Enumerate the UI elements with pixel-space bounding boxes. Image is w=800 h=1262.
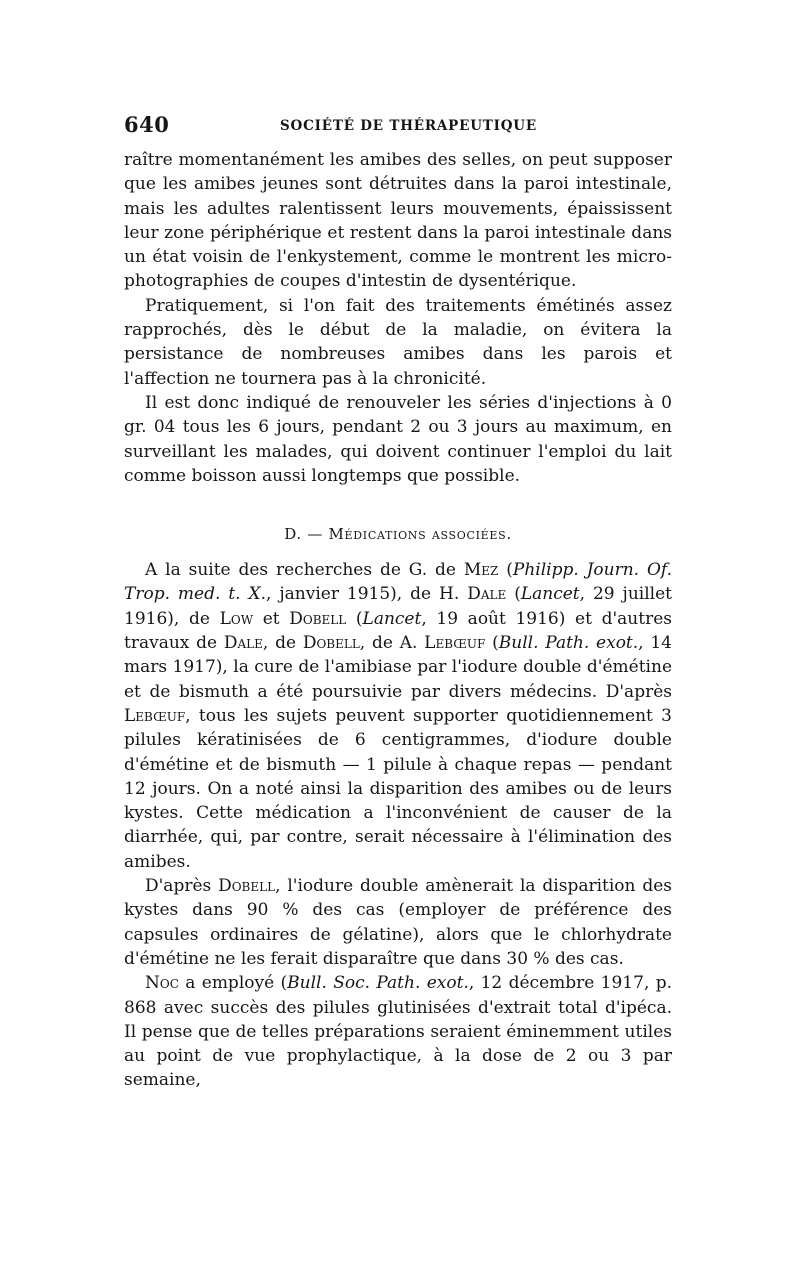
running-title: SOCIÉTÉ DE THÉRAPEUTIQUE bbox=[280, 118, 537, 134]
paragraph-noc: Noc a employé (Bull. Soc. Path. exot., 12 décembre 1917, p. 868 avec succès des pilules glutinisées d'extrait total d'ipéca. Il pense que de telles préparations seraient éminemment utiles au point de vue prophylactique, à la dose de 2 ou 3 par semaine, bbox=[124, 973, 672, 1091]
citation: Philipp. Journ. Of. Trop. med. t. X. bbox=[124, 560, 672, 605]
section-heading-title: Médications associées. bbox=[328, 525, 512, 544]
author-name: Dobell bbox=[302, 633, 360, 654]
paragraph-pratiquement: Pratiquement, si l'on fait des traitements émétinés assez rapprochés, dès le début de la maladie, on évitera la persistance de nombreuses amibes dans les parois et l'affection ne tournera pas à la chronicité. bbox=[124, 295, 672, 389]
paragraph-recherches: A la suite des recherches de G. de Mez (Philipp. Journ. Of. Trop. med. t. X., janvier 1915), de H. Dale (Lancet, 29 juillet 1916), de Low et Dobell (Lancet, 19 août 1916) et d'autres travaux de Dale, de Dobell, de A. Lebœuf (Bull. Path. exot., 14 mars 1917), la cure de l'amibiase par l'iodure double d'émétine et de bismuth a été poursuivie par divers médecins. D'après Lebœuf, tous les sujets peuvent supporter quotidiennement 3 pilules kératinisées de 6 centigrammes, d'iodure double d'émétine et de bismuth — 1 pilule à chaque repas — pendant 12 jours. On a noté ainsi la disparition des amibes ou de leurs kystes. Cette médication a l'inconvénient de causer de la diarrhée, qui, par contre, serait nécessaire à l'élimination des amibes. bbox=[124, 560, 672, 872]
paragraph-continued: raître momentanément les amibes des selles, on peut supposer que les amibes jeunes sont détruites dans la paroi intestinale, mais les adultes ralentissent leurs mouvements, épaississent leur zone périphérique et restent dans la paroi intestinale dans un état voisin de l'enkystement, comme le montrent les micro-photographies de coupes d'intestin de dysentérique. bbox=[124, 150, 672, 292]
author-name: Low bbox=[219, 608, 254, 629]
citation: Lancet bbox=[520, 584, 580, 605]
section-heading bbox=[124, 525, 672, 543]
author-name: Dale bbox=[467, 584, 507, 605]
author-name: Dobell bbox=[289, 608, 347, 629]
citation: Bull. Soc. Path. exot. bbox=[287, 973, 469, 994]
running-head bbox=[124, 112, 672, 140]
page-number: 640 bbox=[124, 112, 170, 137]
paragraph-injections: Il est donc indiqué de renouveler les séries d'injections à 0 gr. 04 tous les 6 jours, pendant 2 ou 3 jours au maximum, en surveillant les malades, qui doivent continuer l'emploi du lait comme boisson aussi longtemps que possible. bbox=[124, 392, 672, 486]
author-name: Noc bbox=[145, 973, 179, 994]
author-name: Dale bbox=[223, 633, 263, 654]
paragraph-dobell: D'après Dobell, l'iodure double amènerait la disparition des kystes dans 90 % des cas (employer de préférence des capsules ordinaires de gélatine), alors que le chlorhydrate d'émétine ne les ferait disparaître que dans 30 % des cas. bbox=[124, 876, 673, 969]
citation: Bull. Path. exot. bbox=[498, 633, 639, 654]
section-heading-prefix: D. — bbox=[284, 525, 329, 544]
author-name: Mez bbox=[463, 560, 499, 581]
author-name: Lebœuf bbox=[424, 633, 486, 654]
author-name: Dobell bbox=[218, 876, 276, 897]
book-page bbox=[124, 112, 672, 1093]
author-name: Lebœuf bbox=[124, 705, 186, 726]
citation: Lancet bbox=[362, 608, 422, 629]
